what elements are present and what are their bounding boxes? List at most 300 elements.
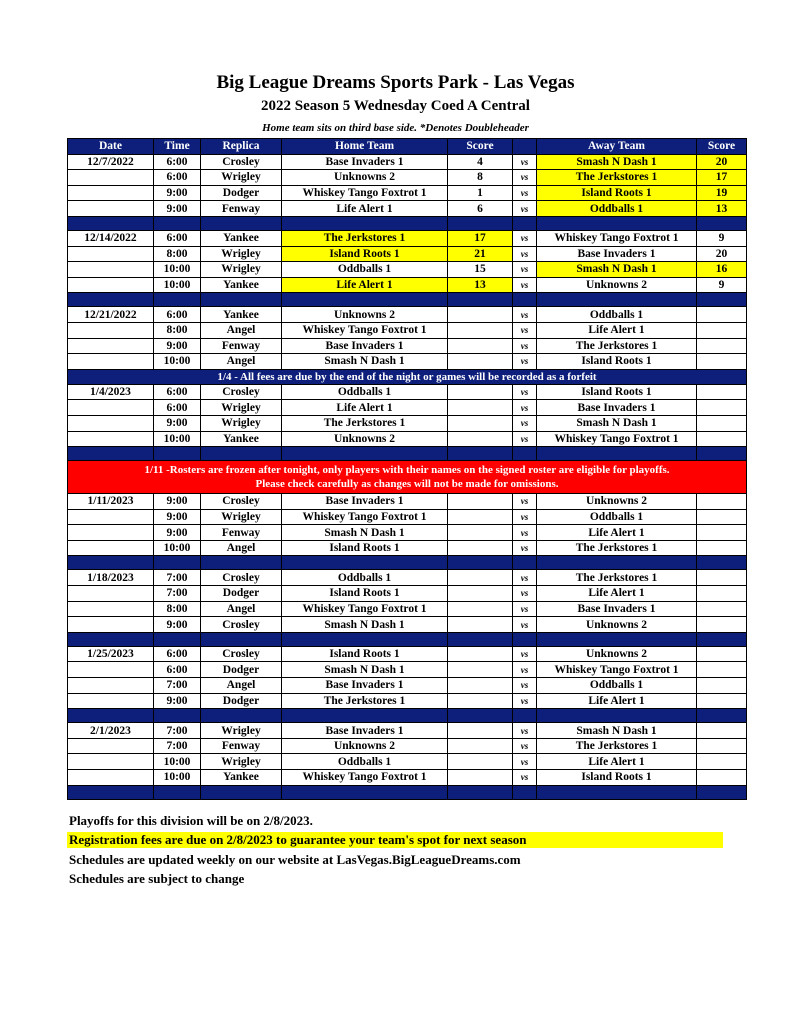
away-team: Life Alert 1 [537, 754, 697, 770]
separator-cell [282, 447, 448, 461]
home-score [448, 540, 513, 556]
vs-label: vs [513, 754, 537, 770]
col-vs [513, 139, 537, 155]
game-field: Angel [201, 678, 282, 694]
game-time: 7:00 [154, 570, 201, 586]
game-field: Angel [201, 540, 282, 556]
table-row [68, 540, 747, 556]
home-team: Unknowns 2 [282, 170, 448, 186]
game-field: Dodger [201, 662, 282, 678]
away-score: 9 [697, 277, 747, 293]
game-field: Yankee [201, 431, 282, 447]
game-date [68, 201, 154, 217]
away-team: The Jerkstores 1 [537, 338, 697, 354]
vs-label: vs [513, 354, 537, 370]
table-row [68, 185, 747, 201]
game-field: Wrigley [201, 509, 282, 525]
away-score [697, 723, 747, 739]
separator-cell [448, 709, 513, 723]
game-field: Dodger [201, 693, 282, 709]
separator-cell [697, 216, 747, 230]
col-date: Date [68, 139, 154, 155]
away-team: Island Roots 1 [537, 354, 697, 370]
game-date [68, 662, 154, 678]
game-time: 10:00 [154, 354, 201, 370]
table-row [68, 246, 747, 262]
home-score [448, 525, 513, 541]
home-team: Oddballs 1 [282, 570, 448, 586]
home-score [448, 601, 513, 617]
game-field: Wrigley [201, 246, 282, 262]
vs-label: vs [513, 277, 537, 293]
table-row [68, 230, 747, 246]
table-row [68, 400, 747, 416]
away-team: Island Roots 1 [537, 384, 697, 400]
game-field: Fenway [201, 525, 282, 541]
separator-cell [697, 556, 747, 570]
separator-cell [68, 709, 154, 723]
home-score: 15 [448, 262, 513, 278]
away-score [697, 322, 747, 338]
table-row [68, 322, 747, 338]
away-team: Life Alert 1 [537, 586, 697, 602]
separator-cell [154, 556, 201, 570]
home-team: Oddballs 1 [282, 384, 448, 400]
game-date: 1/11/2023 [68, 494, 154, 510]
away-team: Whiskey Tango Foxtrot 1 [537, 662, 697, 678]
game-date [68, 400, 154, 416]
separator-row [68, 556, 747, 570]
game-time: 9:00 [154, 185, 201, 201]
table-row [68, 262, 747, 278]
vs-label: vs [513, 509, 537, 525]
home-score [448, 617, 513, 633]
home-score [448, 509, 513, 525]
home-score [448, 693, 513, 709]
home-score [448, 384, 513, 400]
away-score [697, 354, 747, 370]
home-team: Base Invaders 1 [282, 723, 448, 739]
roster-alert-row [68, 461, 747, 494]
home-score: 13 [448, 277, 513, 293]
separator-cell [513, 709, 537, 723]
vs-label: vs [513, 601, 537, 617]
game-field: Dodger [201, 185, 282, 201]
table-row [68, 586, 747, 602]
game-time: 8:00 [154, 246, 201, 262]
separator-cell [154, 632, 201, 646]
game-time: 10:00 [154, 277, 201, 293]
away-score: 13 [697, 201, 747, 217]
registration-note: Registration fees are due on 2/8/2023 to guarantee your team's spot for next season [67, 832, 723, 848]
table-row [68, 693, 747, 709]
roster-alert-line2: Please check carefully as changes will not be made for omissions. [255, 478, 559, 491]
table-row [68, 601, 747, 617]
game-time: 9:00 [154, 509, 201, 525]
separator-cell [448, 293, 513, 307]
home-score [448, 754, 513, 770]
game-date [68, 601, 154, 617]
away-team: Unknowns 2 [537, 494, 697, 510]
fees-notice: 1/4 - All fees are due by the end of the night or games will be recorded as a forfeit [68, 369, 747, 384]
playoffs-note: Playoffs for this division will be on 2/8/2023. [69, 813, 313, 828]
game-date [68, 277, 154, 293]
separator-row [68, 632, 747, 646]
separator-cell [282, 785, 448, 799]
away-score [697, 646, 747, 662]
game-date [68, 262, 154, 278]
separator-row [68, 447, 747, 461]
game-time: 6:00 [154, 384, 201, 400]
separator-cell [697, 447, 747, 461]
vs-label: vs [513, 540, 537, 556]
away-score [697, 693, 747, 709]
roster-alert-line1: 1/11 -Rosters are frozen after tonight, only players with their names on the signed roster are eligible for playoffs. [144, 464, 670, 477]
away-score [697, 525, 747, 541]
separator-cell [282, 556, 448, 570]
separator-cell [282, 709, 448, 723]
table-row [68, 201, 747, 217]
game-time: 9:00 [154, 617, 201, 633]
vs-label: vs [513, 646, 537, 662]
separator-cell [282, 216, 448, 230]
separator-cell [282, 632, 448, 646]
table-row [68, 384, 747, 400]
header-row [68, 139, 747, 155]
game-date [68, 246, 154, 262]
away-team: Whiskey Tango Foxtrot 1 [537, 431, 697, 447]
game-date [68, 322, 154, 338]
vs-label: vs [513, 262, 537, 278]
away-score [697, 400, 747, 416]
home-team: Base Invaders 1 [282, 678, 448, 694]
col-away-score: Score [697, 139, 747, 155]
separator-cell [201, 216, 282, 230]
game-time: 10:00 [154, 754, 201, 770]
table-row [68, 723, 747, 739]
away-score [697, 384, 747, 400]
game-field: Fenway [201, 738, 282, 754]
vs-label: vs [513, 307, 537, 323]
away-team: Base Invaders 1 [537, 246, 697, 262]
away-score [697, 601, 747, 617]
home-team: Life Alert 1 [282, 400, 448, 416]
home-team: Life Alert 1 [282, 201, 448, 217]
separator-cell [513, 293, 537, 307]
home-team: The Jerkstores 1 [282, 230, 448, 246]
table-row [68, 770, 747, 786]
game-time: 10:00 [154, 770, 201, 786]
separator-cell [201, 447, 282, 461]
home-score [448, 662, 513, 678]
game-date: 1/25/2023 [68, 646, 154, 662]
home-score [448, 570, 513, 586]
game-date [68, 678, 154, 694]
game-date [68, 738, 154, 754]
home-team: Unknowns 2 [282, 431, 448, 447]
home-score [448, 494, 513, 510]
game-date [68, 770, 154, 786]
away-team: Life Alert 1 [537, 525, 697, 541]
home-score [448, 431, 513, 447]
game-date: 1/4/2023 [68, 384, 154, 400]
change-note: Schedules are subject to change [69, 871, 245, 886]
table-row [68, 738, 747, 754]
game-time: 7:00 [154, 738, 201, 754]
table-row [68, 617, 747, 633]
vs-label: vs [513, 678, 537, 694]
separator-cell [68, 632, 154, 646]
game-date [68, 509, 154, 525]
separator-row [68, 709, 747, 723]
separator-cell [154, 293, 201, 307]
home-score: 4 [448, 154, 513, 170]
home-team: Base Invaders 1 [282, 338, 448, 354]
vs-label: vs [513, 400, 537, 416]
vs-label: vs [513, 384, 537, 400]
game-field: Angel [201, 354, 282, 370]
separator-cell [537, 632, 697, 646]
game-field: Yankee [201, 230, 282, 246]
away-team: The Jerkstores 1 [537, 570, 697, 586]
home-team: Base Invaders 1 [282, 154, 448, 170]
home-team: Island Roots 1 [282, 646, 448, 662]
away-score: 17 [697, 170, 747, 186]
home-team: Base Invaders 1 [282, 494, 448, 510]
game-field: Fenway [201, 201, 282, 217]
game-date [68, 525, 154, 541]
game-field: Wrigley [201, 754, 282, 770]
table-row [68, 307, 747, 323]
game-date [68, 170, 154, 186]
away-score [697, 754, 747, 770]
game-time: 10:00 [154, 540, 201, 556]
home-team: Smash N Dash 1 [282, 662, 448, 678]
away-score [697, 307, 747, 323]
separator-cell [154, 785, 201, 799]
game-date [68, 540, 154, 556]
home-team: Island Roots 1 [282, 586, 448, 602]
away-score: 20 [697, 154, 747, 170]
table-row [68, 662, 747, 678]
game-time: 6:00 [154, 170, 201, 186]
table-row [68, 431, 747, 447]
game-time: 9:00 [154, 338, 201, 354]
vs-label: vs [513, 723, 537, 739]
separator-cell [154, 216, 201, 230]
away-score: 19 [697, 185, 747, 201]
game-time: 6:00 [154, 154, 201, 170]
separator-cell [448, 447, 513, 461]
vs-label: vs [513, 170, 537, 186]
game-date [68, 338, 154, 354]
game-time: 8:00 [154, 322, 201, 338]
away-team: Life Alert 1 [537, 693, 697, 709]
home-team: Smash N Dash 1 [282, 617, 448, 633]
game-date: 2/1/2023 [68, 723, 154, 739]
home-team: Oddballs 1 [282, 262, 448, 278]
separator-row [68, 293, 747, 307]
separator-cell [537, 216, 697, 230]
away-score [697, 509, 747, 525]
game-time: 9:00 [154, 494, 201, 510]
vs-label: vs [513, 770, 537, 786]
home-score [448, 322, 513, 338]
separator-cell [537, 785, 697, 799]
separator-cell [537, 447, 697, 461]
schedule-body [68, 154, 747, 799]
home-team: Unknowns 2 [282, 307, 448, 323]
game-date [68, 693, 154, 709]
notice-row [68, 369, 747, 384]
vs-label: vs [513, 201, 537, 217]
away-score [697, 570, 747, 586]
game-field: Crosley [201, 494, 282, 510]
separator-row [68, 785, 747, 799]
separator-cell [697, 709, 747, 723]
away-team: Unknowns 2 [537, 617, 697, 633]
home-score [448, 400, 513, 416]
table-row [68, 678, 747, 694]
separator-cell [201, 785, 282, 799]
away-team: Oddballs 1 [537, 509, 697, 525]
game-time: 10:00 [154, 431, 201, 447]
separator-cell [282, 293, 448, 307]
away-team: Smash N Dash 1 [537, 415, 697, 431]
home-score [448, 415, 513, 431]
home-team: The Jerkstores 1 [282, 693, 448, 709]
game-time: 6:00 [154, 307, 201, 323]
home-team: Whiskey Tango Foxtrot 1 [282, 601, 448, 617]
separator-cell [697, 785, 747, 799]
separator-cell [68, 447, 154, 461]
table-row [68, 354, 747, 370]
vs-label: vs [513, 154, 537, 170]
table-row [68, 570, 747, 586]
home-score: 1 [448, 185, 513, 201]
home-team: Oddballs 1 [282, 754, 448, 770]
separator-cell [697, 632, 747, 646]
away-team: The Jerkstores 1 [537, 170, 697, 186]
game-time: 7:00 [154, 723, 201, 739]
separator-cell [68, 293, 154, 307]
table-row [68, 754, 747, 770]
col-time: Time [154, 139, 201, 155]
separator-cell [68, 785, 154, 799]
game-time: 6:00 [154, 230, 201, 246]
col-away-team: Away Team [537, 139, 697, 155]
game-date [68, 354, 154, 370]
home-team: Whiskey Tango Foxtrot 1 [282, 509, 448, 525]
game-field: Wrigley [201, 170, 282, 186]
separator-cell [513, 556, 537, 570]
away-team: The Jerkstores 1 [537, 738, 697, 754]
col-replica: Replica [201, 139, 282, 155]
home-score: 17 [448, 230, 513, 246]
separator-cell [513, 632, 537, 646]
home-score: 6 [448, 201, 513, 217]
vs-label: vs [513, 230, 537, 246]
game-date: 12/14/2022 [68, 230, 154, 246]
separator-cell [448, 556, 513, 570]
separator-cell [448, 785, 513, 799]
game-time: 7:00 [154, 586, 201, 602]
game-date [68, 431, 154, 447]
schedule-note: Home team sits on third base side. *Denotes Doubleheader [262, 122, 529, 134]
table-row [68, 646, 747, 662]
game-field: Wrigley [201, 262, 282, 278]
home-team: Island Roots 1 [282, 540, 448, 556]
game-time: 6:00 [154, 662, 201, 678]
home-team: Whiskey Tango Foxtrot 1 [282, 770, 448, 786]
home-score [448, 338, 513, 354]
away-team: Unknowns 2 [537, 646, 697, 662]
game-field: Wrigley [201, 415, 282, 431]
game-time: 8:00 [154, 601, 201, 617]
col-home-score: Score [448, 139, 513, 155]
game-date [68, 185, 154, 201]
vs-label: vs [513, 322, 537, 338]
website-note: Schedules are updated weekly on our website at LasVegas.BigLeagueDreams.com [69, 852, 521, 867]
separator-cell [201, 556, 282, 570]
vs-label: vs [513, 586, 537, 602]
away-score: 20 [697, 246, 747, 262]
vs-label: vs [513, 431, 537, 447]
vs-label: vs [513, 415, 537, 431]
away-score: 9 [697, 230, 747, 246]
vs-label: vs [513, 246, 537, 262]
col-home-team: Home Team [282, 139, 448, 155]
schedule-table [67, 138, 747, 800]
away-score [697, 662, 747, 678]
vs-label: vs [513, 185, 537, 201]
away-score [697, 770, 747, 786]
away-team: Whiskey Tango Foxtrot 1 [537, 230, 697, 246]
game-time: 9:00 [154, 415, 201, 431]
home-score [448, 738, 513, 754]
home-score [448, 678, 513, 694]
home-score [448, 354, 513, 370]
vs-label: vs [513, 494, 537, 510]
home-score: 21 [448, 246, 513, 262]
home-score [448, 586, 513, 602]
game-field: Crosley [201, 646, 282, 662]
table-row [68, 170, 747, 186]
game-field: Crosley [201, 384, 282, 400]
roster-alert [68, 461, 747, 494]
game-field: Yankee [201, 277, 282, 293]
table-row [68, 277, 747, 293]
home-team: Smash N Dash 1 [282, 525, 448, 541]
away-score [697, 678, 747, 694]
game-time: 7:00 [154, 678, 201, 694]
vs-label: vs [513, 662, 537, 678]
home-score [448, 723, 513, 739]
away-team: The Jerkstores 1 [537, 540, 697, 556]
game-time: 9:00 [154, 201, 201, 217]
game-field: Crosley [201, 570, 282, 586]
separator-cell [201, 293, 282, 307]
away-score [697, 617, 747, 633]
away-score [697, 494, 747, 510]
game-field: Dodger [201, 586, 282, 602]
home-team: Island Roots 1 [282, 246, 448, 262]
game-field: Crosley [201, 617, 282, 633]
game-field: Yankee [201, 307, 282, 323]
table-row [68, 494, 747, 510]
separator-cell [537, 293, 697, 307]
game-time: 9:00 [154, 693, 201, 709]
